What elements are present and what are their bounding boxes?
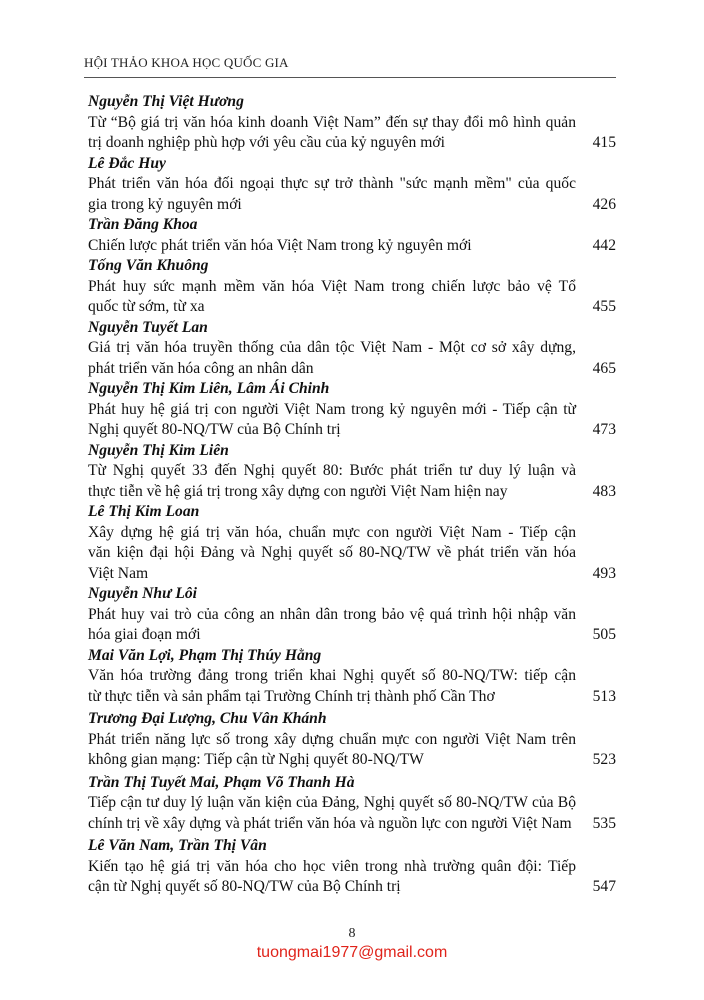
toc-page-number: 473 (592, 421, 616, 438)
header-divider (84, 77, 616, 78)
toc-title (88, 523, 576, 585)
toc-author: Nguyễn Thị Việt Hương (88, 93, 244, 110)
toc-entry (88, 441, 616, 503)
toc-title-line: Nghị quyết 80-NQ/TW của Bộ Chính trị (88, 421, 341, 438)
toc-entry (88, 92, 616, 154)
toc-title (88, 857, 576, 898)
toc-title-line: thực tiễn về hệ giá trị trong xây dựng con người Việt Nam hiện nay (88, 482, 508, 500)
toc-entry (88, 773, 616, 835)
toc-title-line: Phát triển văn hóa đối ngoại thực sự trở thành "sức mạnh mềm" của quốc (88, 175, 576, 192)
toc-title (88, 277, 576, 318)
toc-page-number: 523 (592, 751, 616, 768)
toc-title-line: gia trong kỷ nguyên mới (88, 195, 242, 213)
running-header: HỘI THẢO KHOA HỌC QUỐC GIA (84, 55, 289, 70)
toc-title (88, 113, 576, 154)
toc-entry (88, 709, 616, 771)
toc-author: Lê Đắc Huy (88, 154, 166, 172)
toc-entry (88, 318, 616, 380)
toc-title-row (88, 857, 616, 898)
toc-title-line: Kiến tạo hệ giá trị văn hóa cho học viên trong nhà trường quân đội: Tiếp (88, 857, 576, 875)
toc-author: Lê Thị Kim Loan (88, 503, 200, 520)
toc-page-number: 493 (592, 564, 616, 582)
toc-page-number: 465 (592, 359, 616, 377)
toc-entry (88, 256, 616, 318)
toc-page-number: 455 (592, 298, 616, 315)
toc-title-row (88, 113, 616, 154)
email-watermark: tuongmai1977@gmail.com (256, 944, 448, 961)
toc-title-line: không gian mạng: Tiếp cận từ Nghị quyết 80-NQ/TW (88, 751, 424, 768)
toc-entry (88, 646, 616, 708)
toc-title-row (88, 400, 616, 441)
toc-title-line: Phát triển năng lực số trong xây dựng chuẩn mực con người Việt Nam trên (88, 730, 576, 748)
toc-title-row (88, 730, 616, 771)
toc-title-line: văn kiện đại hội Đảng và Nghị quyết số 80-NQ/TW về phát triển văn hóa (88, 544, 576, 561)
toc-title (88, 174, 576, 215)
page-number: 8 (348, 926, 356, 941)
toc-title (88, 666, 576, 707)
toc-title-line: quốc từ sớm, từ xa (88, 298, 205, 315)
toc-title-row (88, 461, 616, 502)
toc-author: Tống Văn Khuông (88, 257, 209, 274)
toc-entry (88, 379, 616, 441)
toc-title-line: Phát huy vai trò của công an nhân dân trong bảo vệ quá trình hội nhập văn (88, 605, 576, 623)
toc-title-line: Việt Nam (88, 564, 149, 582)
toc-author: Nguyễn Tuyết Lan (88, 318, 208, 336)
toc-title-line: phát triển văn hóa công an nhân dân (88, 359, 314, 377)
toc-author: Trương Đại Lượng, Chu Vân Khánh (88, 710, 327, 727)
toc-title-row (88, 174, 616, 215)
toc-title-line: cận từ Nghị quyết số 80-NQ/TW của Bộ Chính trị (88, 878, 401, 895)
toc-entry (88, 836, 616, 898)
toc-title (88, 793, 576, 834)
toc-title-line: từ thực tiễn và sản phẩm tại Trường Chính trị thành phố Cần Thơ (88, 687, 495, 705)
toc-page-number: 513 (592, 687, 616, 705)
toc-title-row (88, 666, 616, 707)
toc-entry (88, 502, 616, 584)
toc-author: Nguyễn Thị Kim Liên (88, 441, 229, 459)
toc-title-row (88, 338, 616, 379)
toc-title-line: Văn hóa trường đảng trong triển khai Nghị quyết số 80-NQ/TW: tiếp cận (88, 667, 576, 684)
toc-title-line: trị doanh nghiệp phù hợp với yêu cầu của kỷ nguyên mới (88, 134, 445, 151)
toc-page-number: 426 (592, 195, 616, 213)
toc-author: Nguyễn Thị Kim Liên, Lâm Ái Chinh (88, 380, 330, 397)
toc-entry (88, 584, 616, 646)
toc-page-number: 415 (592, 134, 616, 151)
toc-entry (88, 154, 616, 216)
toc-title-row (88, 277, 616, 318)
toc-page-number: 442 (592, 236, 616, 254)
toc-author: Trần Thị Tuyết Mai, Phạm Võ Thanh Hà (88, 773, 355, 791)
toc-title (88, 236, 576, 257)
table-of-contents (88, 92, 616, 898)
toc-page-number: 535 (592, 814, 616, 832)
toc-title (88, 338, 576, 379)
toc-title-line: Từ “Bộ giá trị văn hóa kinh doanh Việt Nam” đến sự thay đổi mô hình quản (88, 113, 576, 131)
toc-title-line: Phát huy sức mạnh mềm văn hóa Việt Nam trong chiến lược bảo vệ Tổ (88, 277, 576, 295)
toc-title-row (88, 605, 616, 646)
toc-author: Nguyễn Như Lôi (88, 585, 197, 602)
toc-title-row (88, 523, 616, 585)
toc-title-line: hóa giai đoạn mới (88, 626, 201, 643)
toc-title-line: Phát huy hệ giá trị con người Việt Nam trong kỷ nguyên mới - Tiếp cận từ (88, 400, 576, 418)
toc-title-line: Từ Nghị quyết 33 đến Nghị quyết 80: Bước phát triển tư duy lý luận và (88, 462, 576, 479)
toc-title-line: Xây dựng hệ giá trị văn hóa, chuẩn mực con người Việt Nam - Tiếp cận (88, 523, 576, 541)
toc-page-number: 505 (592, 626, 616, 643)
toc-title-line: Chiến lược phát triển văn hóa Việt Nam trong kỷ nguyên mới (88, 236, 472, 254)
toc-title (88, 461, 576, 502)
toc-title-line: chính trị về xây dựng và phát triển văn hóa và nguồn lực con người Việt Nam (88, 814, 572, 832)
toc-page-number: 547 (592, 878, 616, 895)
toc-entry (88, 215, 616, 256)
toc-title-row (88, 236, 616, 257)
toc-author: Mai Văn Lợi, Phạm Thị Thúy Hằng (88, 646, 322, 664)
toc-author: Trần Đăng Khoa (88, 216, 198, 233)
toc-title-line: Giá trị văn hóa truyền thống của dân tộc Việt Nam - Một cơ sở xây dựng, (88, 339, 576, 356)
toc-title (88, 605, 576, 646)
toc-title (88, 400, 576, 441)
toc-title (88, 730, 576, 771)
toc-title-row (88, 793, 616, 834)
toc-title-line: Tiếp cận tư duy lý luận văn kiện của Đảng, Nghị quyết số 80-NQ/TW của Bộ (88, 794, 576, 811)
toc-author: Lê Văn Nam, Trần Thị Vân (88, 837, 267, 854)
toc-page-number: 483 (592, 482, 616, 500)
